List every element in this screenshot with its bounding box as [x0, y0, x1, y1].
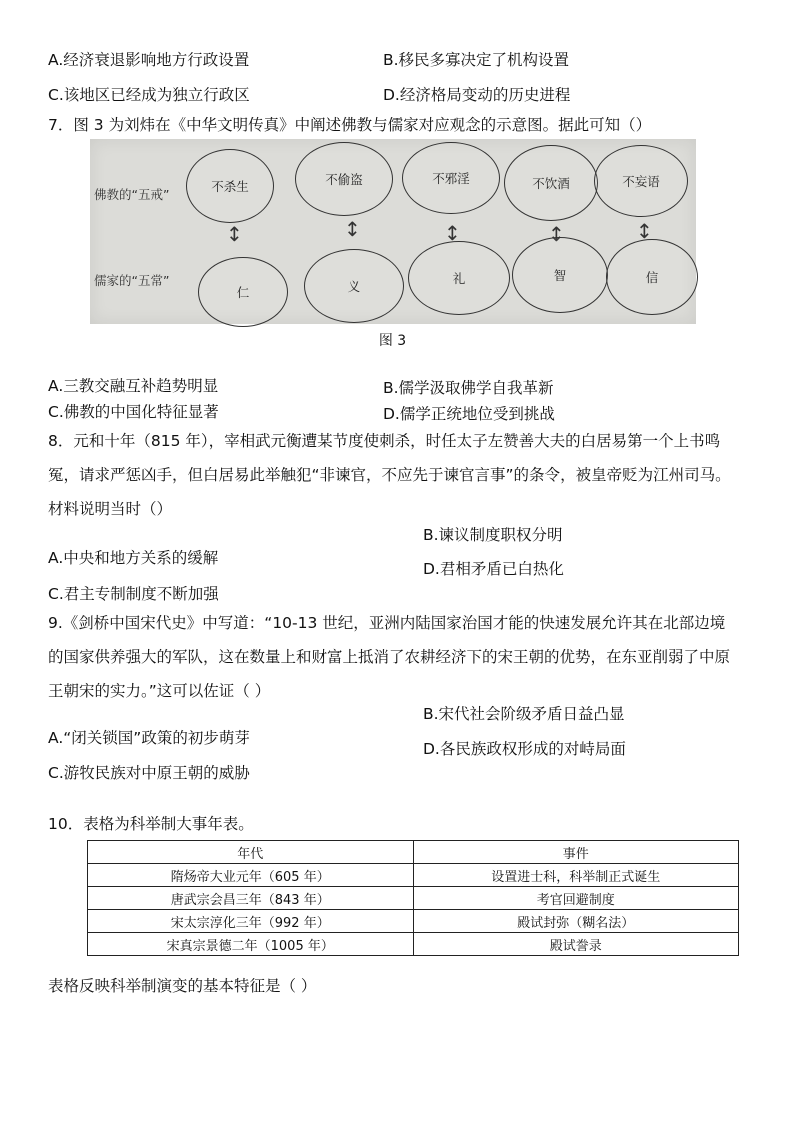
precept-circle-1: 不杀生	[186, 149, 274, 223]
q6-option-c: C.该地区已经成为独立行政区	[48, 86, 250, 104]
q8-option-c: C.君主专制制度不断加强	[48, 585, 219, 603]
table-cell-era: 唐武宗会昌三年（843 年）	[88, 887, 414, 910]
q7-figure-photo	[90, 139, 696, 324]
q9-option-c: C.游牧民族对中原王朝的威胁	[48, 764, 250, 782]
table-row	[88, 887, 739, 910]
precept-circle-2: 不偷盗	[295, 142, 393, 216]
q6-option-a: A.经济衰退影响地方行政设置	[48, 51, 250, 69]
precept-circle-4: 不饮酒	[504, 145, 598, 221]
correspondence-arrow-2: ↕	[344, 217, 361, 241]
q9-option-d: D.各民族政权形成的对峙局面	[423, 740, 626, 758]
q7-option-a: A.三教交融互补趋势明显	[48, 377, 219, 395]
q8-option-a: A.中央和地方关系的缓解	[48, 549, 219, 567]
table-cell-event: 设置进士科，科举制正式诞生	[413, 864, 739, 887]
table-cell-era: 宋真宗景德二年（1005 年）	[88, 933, 414, 956]
imperial-exam-timeline-table	[87, 840, 739, 956]
q8-stem: 8．元和十年（815 年），宰相武元衡遭某节度使刺杀，时任太子左赞善大夫的白居易第一个上书鸣冤，请求严惩凶手，但白居易此举触犯“非谏官，不应先于谏官言事”的条令，被皇帝贬为江州司马。材料说明当时（）	[48, 432, 731, 518]
table-row	[88, 864, 739, 887]
table-cell-event: 殿试誊录	[413, 933, 739, 956]
correspondence-arrow-5: ↕	[636, 219, 653, 243]
q9-option-a: A.“闭关锁国”政策的初步萌芽	[48, 729, 250, 747]
figure-caption: 图 3	[378, 333, 407, 349]
table-header-event: 事件	[413, 841, 739, 864]
q8-option-b: B.谏议制度职权分明	[423, 526, 563, 544]
table-header-era: 年代	[88, 841, 414, 864]
q8-option-d: D.君相矛盾已白热化	[423, 560, 564, 578]
constant-circle-li: 礼	[408, 241, 510, 315]
precept-circle-5: 不妄语	[594, 145, 688, 217]
q6-option-b: B.移民多寡决定了机构设置	[383, 51, 570, 69]
table-cell-era: 隋炀帝大业元年（605 年）	[88, 864, 414, 887]
q6-option-d: D.经济格局变动的历史进程	[383, 86, 571, 104]
constant-circle-xin: 信	[606, 239, 698, 315]
q9-option-b: B.宋代社会阶级矛盾日益凸显	[423, 705, 625, 723]
table-cell-era: 宋太宗淳化三年（992 年）	[88, 910, 414, 933]
q7-option-b: B.儒学汲取佛学自我革新	[383, 379, 554, 397]
confucian-five-constants-label: 儒家的“五常”	[94, 273, 170, 288]
q10-stem: 10．表格为科举制大事年表。	[48, 815, 254, 833]
table-row	[88, 933, 739, 956]
table-cell-event: 考官回避制度	[413, 887, 739, 910]
correspondence-arrow-3: ↕	[444, 221, 461, 245]
constant-circle-zhi: 智	[512, 237, 608, 313]
q7-stem: 7．图 3 为刘炜在《中华文明传真》中阐述佛教与儒家对应观念的示意图。据此可知（）	[48, 116, 652, 134]
correspondence-arrow-1: ↕	[226, 222, 243, 246]
q10-question: 表格反映科举制演变的基本特征是（ ）	[48, 977, 317, 995]
q7-option-d: D.儒学正统地位受到挑战	[383, 405, 555, 423]
q9-stem: 9.《剑桥中国宋代史》中写道：“10-13 世纪，亚洲内陆国家治国才能的快速发展允许其在北部边境的国家供养强大的军队，这在数量上和财富上抵消了农耕经济下的宋王朝的优势，在东亚削弱了中原王朝宋的实力。”这可以佐证（ ）	[48, 614, 731, 700]
table-cell-event: 殿试封弥（糊名法）	[413, 910, 739, 933]
constant-circle-ren: 仁	[198, 257, 288, 327]
precept-circle-3: 不邪淫	[402, 142, 500, 214]
buddhist-five-precepts-label: 佛教的“五戒”	[94, 187, 170, 202]
table-row	[88, 910, 739, 933]
table-header-row	[88, 841, 739, 864]
constant-circle-yi: 义	[304, 249, 404, 323]
correspondence-arrow-4: ↕	[548, 222, 565, 246]
q7-option-c: C.佛教的中国化特征显著	[48, 403, 219, 421]
